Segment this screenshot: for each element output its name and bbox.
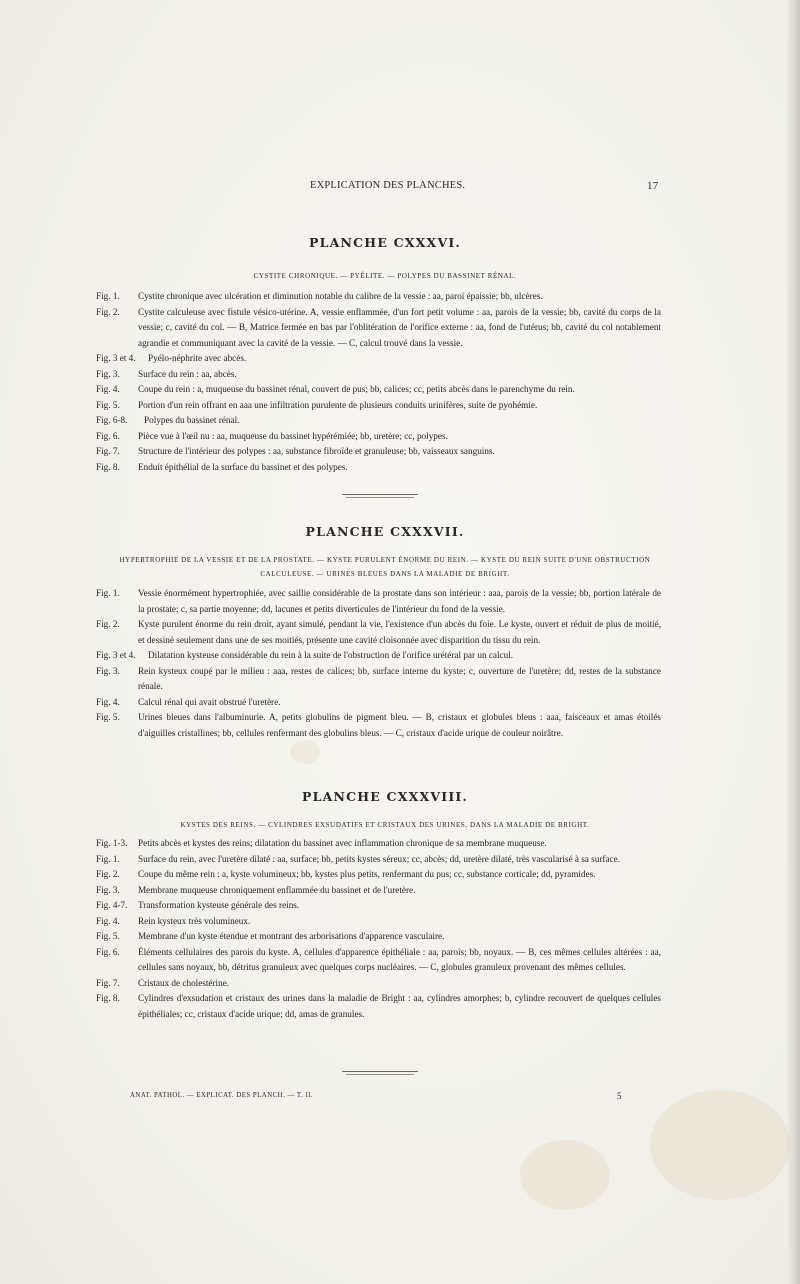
section-divider	[342, 494, 418, 495]
figure-description: Cristaux de cholestérine.	[138, 977, 230, 988]
figure-entry	[96, 945, 661, 976]
figure-entry	[96, 351, 661, 367]
figure-entry	[96, 695, 661, 711]
figure-description: Cystite chronique avec ulcération et diminution notable du calibre de la vessie : aa, paroi épaissie; bb, ulcères.	[138, 291, 543, 301]
figure-label: Fig. 4-7.	[96, 900, 128, 910]
figure-description: Surface du rein, avec l'uretère dilaté : aa, surface; bb, petits kystes séreux; cc, abcès; dd, uretère dilaté, très vascularisé à sa surface.	[138, 853, 620, 864]
figure-description: Calcul rénal qui avait obstrué l'uretère.	[138, 696, 281, 707]
figure-entry	[96, 883, 661, 899]
figure-entry	[96, 586, 661, 617]
figure-entry	[96, 664, 661, 695]
figure-description: Cylindres d'exsudation et cristaux des urines dans la maladie de Bright : aa, cylindres amorphes; b, cylindre recouvert de quelques cellules épithéliales; cc, cristaux d'acide urique; dd, amas de granules.	[138, 993, 661, 1019]
figure-label: Fig. 6.	[96, 946, 120, 957]
figure-entry	[96, 289, 661, 305]
figure-label: Fig. 1.	[96, 588, 120, 598]
figure-label: Fig. 5.	[96, 931, 120, 941]
signature-mark: 5	[617, 1091, 622, 1101]
figure-entry	[96, 382, 661, 398]
figure-description: Membrane d'un kyste étendue et montrant des arborisations d'apparence vasculaire.	[138, 931, 445, 941]
figure-description: Enduit épithélial de la surface du bassinet et des polypes.	[138, 461, 348, 472]
figure-description: Urines bleues dans l'albuminurie. A, petits globulins de pigment bleu. — B, cristaux et globules bleus : aaa, faisceaux et amas étoilés d'aiguilles cristallines; bb, cellules renfermant des globulins bleus. — C, cristaux d'acide urique de couleur noirâtre.	[138, 712, 661, 738]
figure-list	[96, 586, 661, 741]
figure-label: Fig. 3.	[96, 884, 120, 895]
figure-description: Pièce vue à l'œil nu : aa, muqueuse du bassinet hypérémiée; bb, uretère; cc, polypes.	[138, 430, 448, 441]
paper-stain	[290, 740, 320, 764]
figure-description: Rein kysteux très volumineux.	[138, 915, 251, 926]
figure-label: Fig. 3 et 4.	[96, 353, 136, 363]
figure-label: Fig. 6-8.	[96, 415, 128, 425]
figure-label: Fig. 2.	[96, 306, 120, 317]
figure-label: Fig. 8.	[96, 993, 120, 1003]
figure-entry	[96, 852, 661, 868]
plate-subtitle: HYPERTROPHIE DE LA VESSIE ET DE LA PROSTATE. — KYSTE PURULENT ÉNORME DU REIN. — KYSTE DU REIN SUITE D'UNE OBSTRUCTION CALCULEUSE. — URINES BLEUES DANS LA MALADIE DE BRIGHT.	[119, 556, 651, 578]
figure-description: Structure de l'intérieur des polypes : aa, substance fibroïde et granuleuse; bb, vaisseaux sanguins.	[138, 446, 495, 456]
figure-description: Transformation kysteuse générale des reins.	[138, 900, 300, 910]
figure-entry	[96, 398, 661, 414]
figure-entry	[96, 367, 661, 383]
figure-label: Fig. 3.	[96, 665, 120, 676]
footer-signature-line: ANAT. PATHOL. — EXPLICAT. DES PLANCH. — T. II.	[130, 1092, 314, 1099]
figure-label: Fig. 1-3.	[96, 838, 128, 848]
plate-subtitle: KYSTES DES REINS. — CYLINDRES EXSUDATIFS ET CRISTAUX DES URINES, DANS LA MALADIE DE BRIGHT.	[180, 821, 590, 829]
figure-entry	[96, 929, 661, 945]
figure-description: Rein kysteux coupé par le milieu : aaa, restes de calices; bb, surface interne du kyste; c, ouverture de l'uretère; dd, restes de la substance rénale.	[138, 665, 661, 691]
figure-label: Fig. 1.	[96, 853, 120, 864]
paper-stain	[520, 1140, 610, 1210]
figure-entry	[96, 305, 661, 352]
figure-description: Vessie énormément hypertrophiée, avec saillie considérable de la prostate dans son intérieur : aaa, parois de la vessie; bb, portion latérale de la prostate; c, sa partie moyenne; dd, lacunes et petits diverticules de l'intérieur du fond de la vessie.	[138, 588, 661, 614]
figure-label: Fig. 3.	[96, 368, 120, 379]
figure-description: Éléments cellulaires des parois du kyste. A, cellules d'apparence épithéliale : aa, parois; bb, noyaux. — B, ces mêmes cellules altérées : aa, cellules sans noyaux, bb, détritus granuleux avec quelques corps nucléaires. — C, globules granuleux provenant des mêmes cellules.	[138, 946, 661, 972]
figure-description: Coupe du rein : a, muqueuse du bassinet rénal, couvert de pus; bb, calices; cc, petits abcès dans le parenchyme du rein.	[138, 384, 575, 394]
paper-stain	[650, 1090, 790, 1200]
figure-label: Fig. 3 et 4.	[96, 650, 136, 660]
section-divider	[342, 1071, 418, 1072]
figure-list	[96, 836, 661, 1022]
figure-description: Membrane muqueuse chroniquement enflammée du bassinet et de l'uretère.	[138, 884, 416, 895]
running-head-title: EXPLICATION DES PLANCHES.	[310, 180, 466, 191]
plate-title: PLANCHE CXXXVI.	[309, 235, 461, 250]
figure-entry	[96, 898, 661, 914]
figure-entry	[96, 648, 661, 664]
figure-label: Fig. 4.	[96, 696, 120, 707]
figure-description: Petits abcès et kystes des reins; dilatation du bassinet avec inflammation chronique de sa membrane muqueuse.	[138, 838, 547, 848]
figure-label: Fig. 8.	[96, 461, 120, 472]
figure-entry	[96, 991, 661, 1022]
figure-entry	[96, 444, 661, 460]
figure-entry	[96, 836, 661, 852]
figure-label: Fig. 2.	[96, 619, 120, 629]
page-number: 17	[647, 180, 659, 192]
figure-entry	[96, 460, 661, 476]
figure-entry	[96, 867, 661, 883]
figure-entry	[96, 429, 661, 445]
figure-entry	[96, 710, 661, 741]
figure-description: Dilatation kysteuse considérable du rein à la suite de l'obstruction de l'orifice urétéral par un calcul.	[148, 650, 514, 660]
plate-subtitle: CYSTITE CHRONIQUE. — PYÉLITE. — POLYPES DU BASSINET RÉNAL.	[253, 272, 517, 280]
plate-title: PLANCHE CXXXVIII.	[302, 789, 468, 804]
figure-description: Pyélo-néphrite avec abcès.	[148, 353, 247, 363]
figure-label: Fig. 5.	[96, 712, 120, 722]
figure-description: Surface du rein : aa, abcès.	[138, 368, 237, 379]
figure-description: Cystite calculeuse avec fistule vésico-utérine. A, vessie enflammée, d'un fort petit volume : aa, parois de la vessie; bb, cavité du corps de la vessie; c, cavité du col. — B, Matrice fermée en bas par l'oblitération de l'orifice externe : aa, fond de l'utérus; bb, cavité du col notablement agrandie et communiquant avec la cavité de la vessie. — C, calcul trouvé dans la vessie.	[138, 306, 661, 348]
figure-description: Kyste purulent énorme du rein droit, ayant simulé, pendant la vie, l'existence d'un abcès du foie. Le kyste, ouvert et réduit de plus de moitié, et dessiné seulement dans une de ses moitiés, présente une cavité cloisonnée avec disparition du tissu du rein.	[138, 619, 661, 645]
figure-label: Fig. 5.	[96, 399, 120, 410]
figure-entry	[96, 413, 661, 429]
figure-list	[96, 289, 661, 475]
figure-description: Coupe du même rein : a, kyste volumineux; bb, kystes plus petits, renfermant du pus; cc, substance corticale; dd, pyramides.	[138, 869, 596, 879]
figure-entry	[96, 976, 661, 992]
figure-entry	[96, 617, 661, 648]
figure-description: Portion d'un rein offrant en aaa une infiltration purulente de plusieurs conduits urinifères, suite de pyohémie.	[138, 399, 538, 410]
figure-label: Fig. 7.	[96, 977, 120, 988]
figure-label: Fig. 4.	[96, 384, 120, 394]
page-spine-shadow	[786, 0, 800, 1284]
figure-label: Fig. 1.	[96, 291, 120, 301]
figure-label: Fig. 4.	[96, 915, 120, 926]
figure-label: Fig. 2.	[96, 869, 120, 879]
figure-label: Fig. 6.	[96, 430, 120, 441]
figure-description: Polypes du bassinet rénal.	[144, 415, 240, 425]
plate-title: PLANCHE CXXXVII.	[305, 524, 465, 539]
figure-label: Fig. 7.	[96, 446, 120, 456]
figure-entry	[96, 914, 661, 930]
